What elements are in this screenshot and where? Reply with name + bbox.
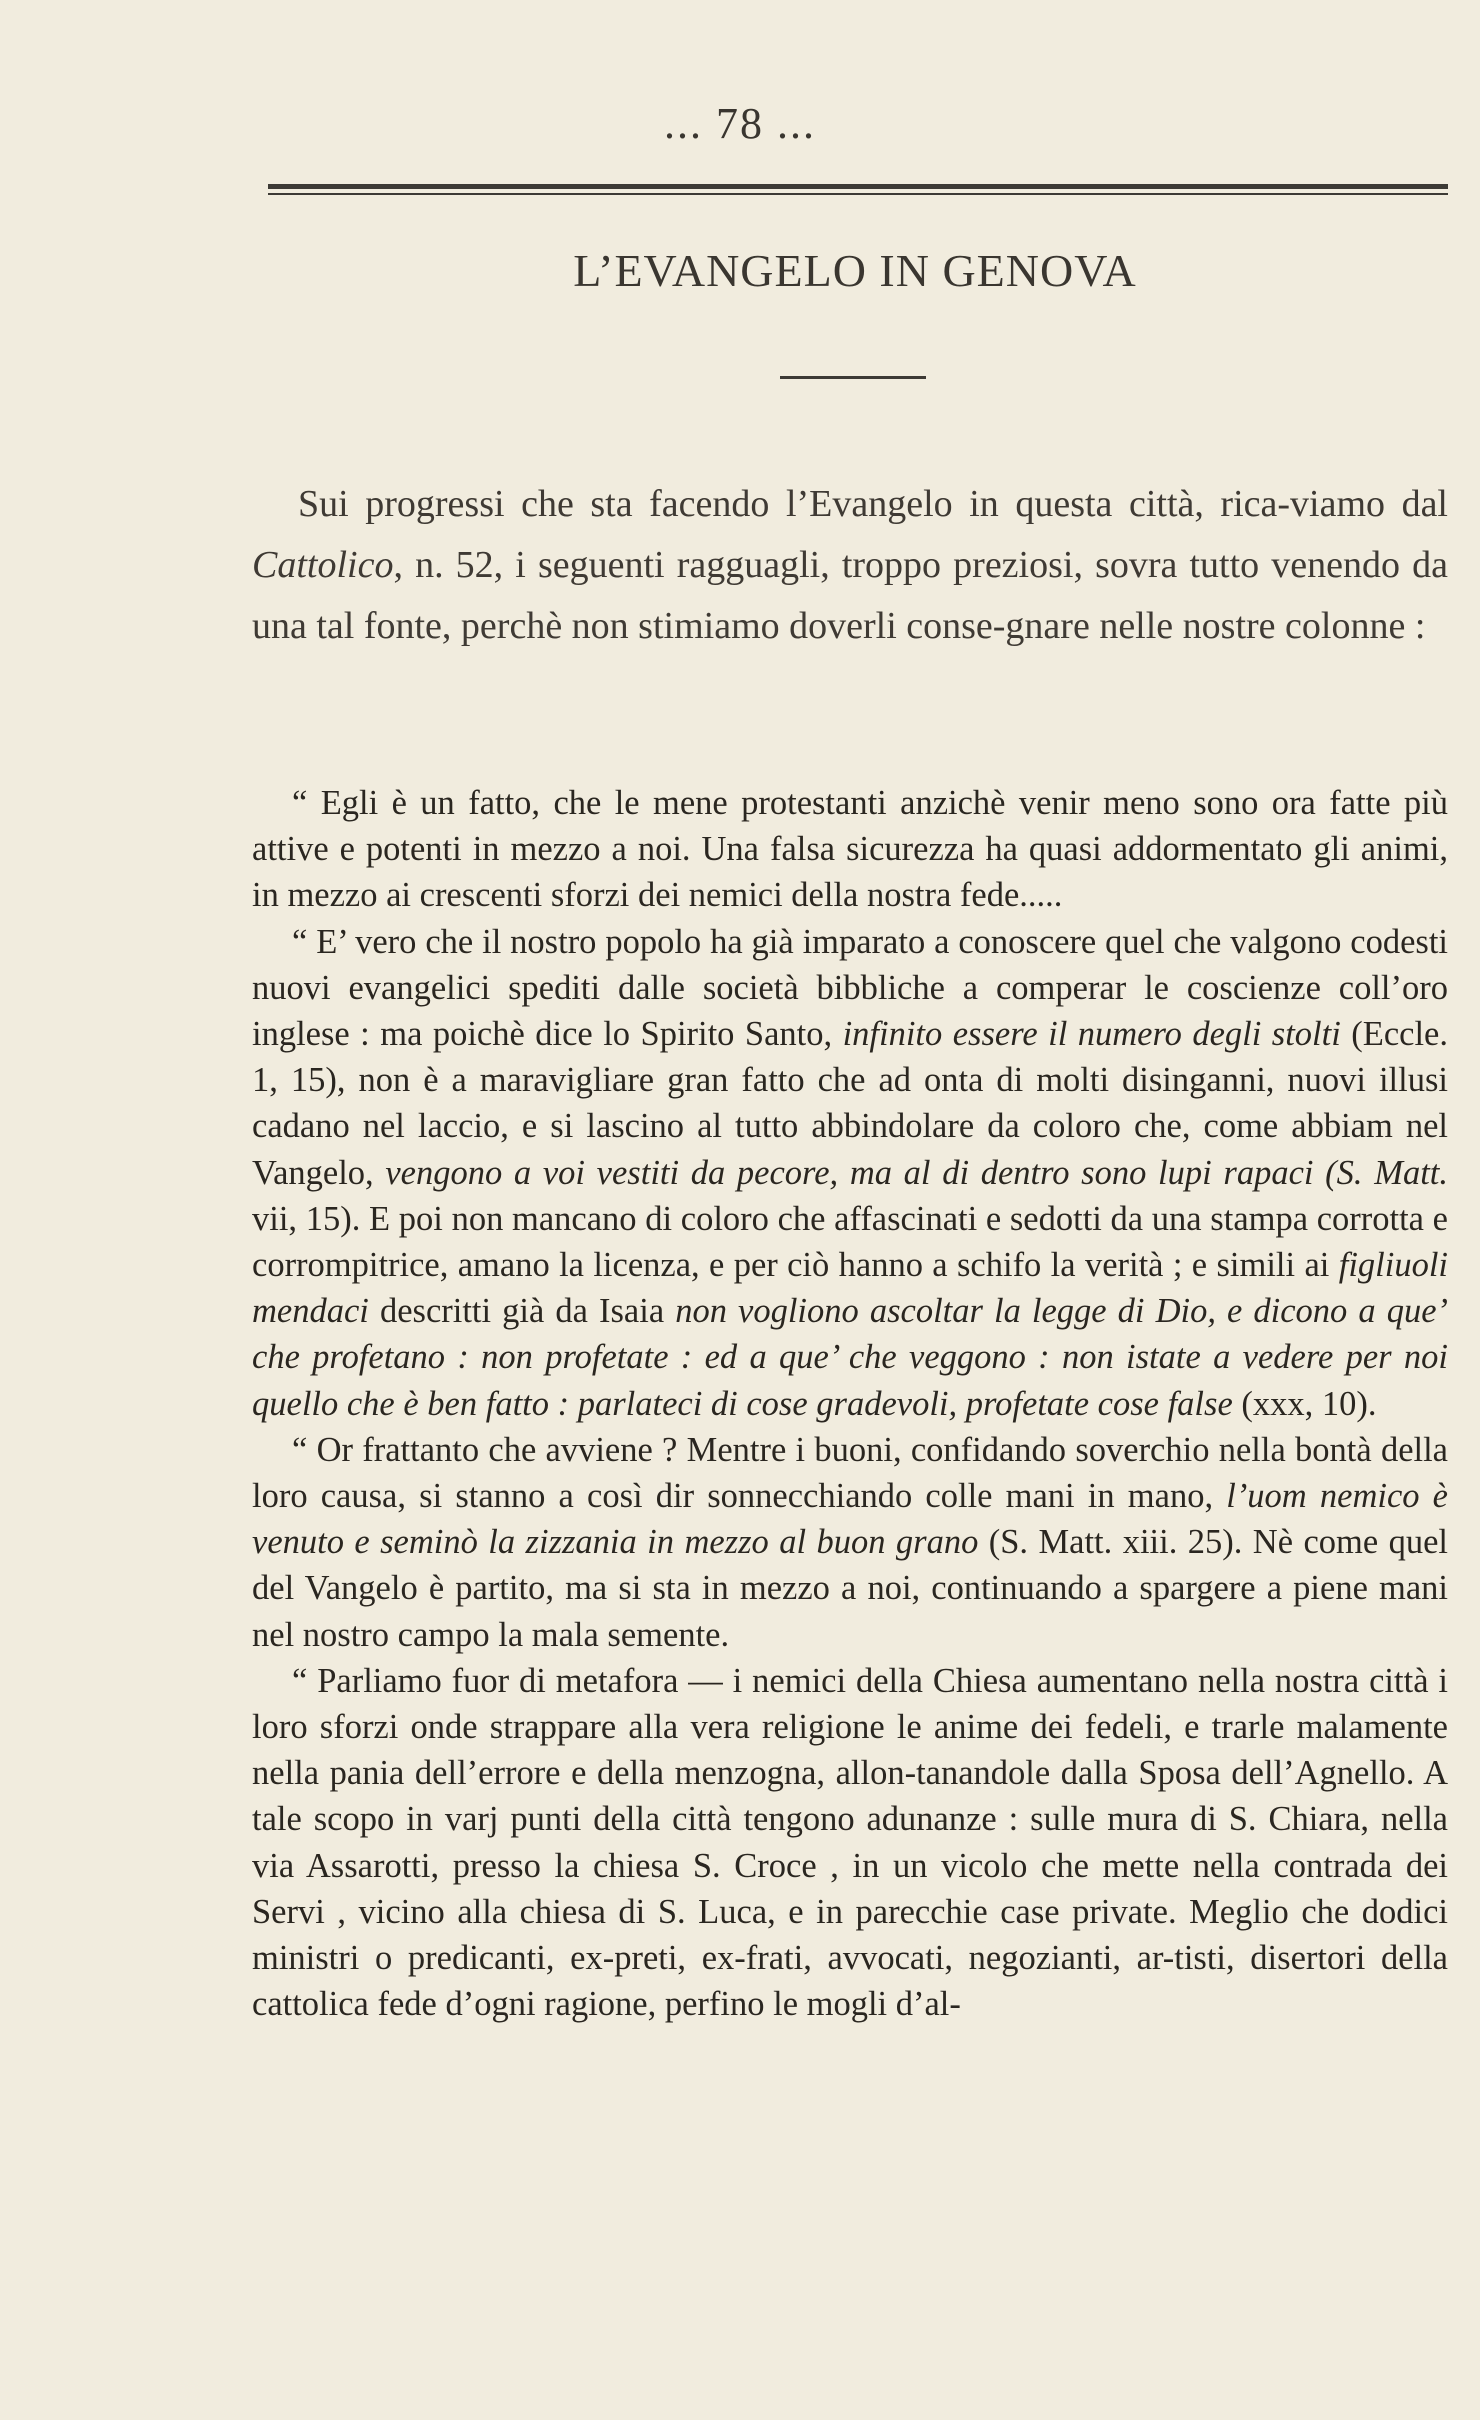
p2-italic-3: figliuoli mendaci <box>252 1246 1448 1331</box>
p2-italic-4: non vogliono ascoltar la legge di Dio, e dicono a que’ che profetano : non profetate : ed a que’ che veggono : non istate a vedere per noi quello che è ben fatto : parlateci di cose gradevoli, profetate cose false <box>252 1292 1449 1423</box>
p2-text-b: (Eccle. 1, 15), non è a maravigliare gran fatto che ad onta di molti disinganni, nuovi illusi cadano nel laccio, e si lascino al tutto abbindolare da coloro che, come abbiam nel Vangelo, <box>252 1015 1448 1192</box>
p3-text-a: “ Or frattanto che avviene ? Mentre i buoni, confidando soverchio nella bontà della loro causa, si stanno a così dir sonnecchiando colle mani in mano, <box>252 1430 1448 1516</box>
quoted-article <box>252 780 1448 2027</box>
p2-text-d: descritti già da Isaia <box>368 1292 676 1331</box>
intro-text <box>252 474 1448 657</box>
p2-text-a: “ E’ vero che il nostro popolo ha già imparato a conoscere quel che valgono codesti nuovi evangelici spediti dalle società bibbliche a comperar le coscienze coll’oro inglese : ma poichè dice lo Spirito Santo, <box>252 922 1448 1054</box>
quote-paragraph-3 <box>252 1427 1448 1658</box>
quote-paragraph-2 <box>252 919 1448 1427</box>
page-number: ... 78 ... <box>664 99 816 148</box>
p3-text-b: (S. Matt. xiii. 25). Nè come quel del Vangelo è partito, ma si sta in mezzo a noi, continuando a spargere a piene mani nel nostro campo la mala semente. <box>252 1523 1448 1654</box>
header-rule <box>268 184 1448 195</box>
quote-paragraph-4: “ Parliamo fuor di metafora — i nemici della Chiesa aumentano nella nostra città i loro sforzi onde strappare alla vera religione le anime dei fedeli, e trarle malamente nella pania dell’errore e della menzogna, allon-tanandole dalla Sposa dell’Agnello. A tale scopo in varj punti della città tengono adunanze : sulle mura di S. Chiara, nella via Assarotti, presso la chiesa S. Croce , in un vicolo che mette nella contrada dei Servi , vicino alla chiesa di S. Luca, e in parecchie case private. Meglio che dodici ministri o predicanti, ex-preti, ex-frati, avvocati, negozianti, ar-tisti, disertori della cattolica fede d’ogni ragione, perfino le mogli d’al- <box>252 1661 1448 2024</box>
intro-source-title: Cattolico <box>252 544 394 586</box>
intro-text-b: , n. 52, i seguenti ragguagli, troppo preziosi, sovra tutto venendo da una tal fonte, perchè non stimiamo doverli conse-gnare nelle nostre colonne : <box>252 544 1448 647</box>
quote-paragraph-1: “ Egli è un fatto, che le mene protestanti anzichè venir meno sono ora fatte più attive e potenti in mezzo a noi. Una falsa sicurezza ha quasi addormentato gli animi, in mezzo ai crescenti sforzi dei nemici della nostra fede..... <box>252 784 1448 915</box>
p2-text-c: vii, 15). E poi non mancano di coloro che affascinati e sedotti da una stampa corrotta e corrompitrice, amano la licenza, e per ciò hanno a schifo la verità ; e simili ai <box>252 1199 1448 1285</box>
p2-text-e: (xxx, 10). <box>1232 1384 1377 1423</box>
intro-paragraph <box>252 474 1448 657</box>
p3-italic-1: l’uom nemico è venuto e seminò la zizzania in mezzo al buon grano <box>252 1477 1448 1562</box>
p2-italic-2: vengono a voi vestiti da pecore, ma al di dentro sono lupi rapaci (S. Matt. <box>385 1153 1448 1192</box>
title-divider <box>780 376 926 379</box>
intro-text-a: Sui progressi che sta facendo l’Evangelo in questa città, rica-viamo dal <box>298 483 1448 525</box>
p2-italic-1: infinito essere il numero degli stolti <box>842 1015 1341 1054</box>
article-title: L’EVANGELO IN GENOVA <box>573 245 1137 296</box>
